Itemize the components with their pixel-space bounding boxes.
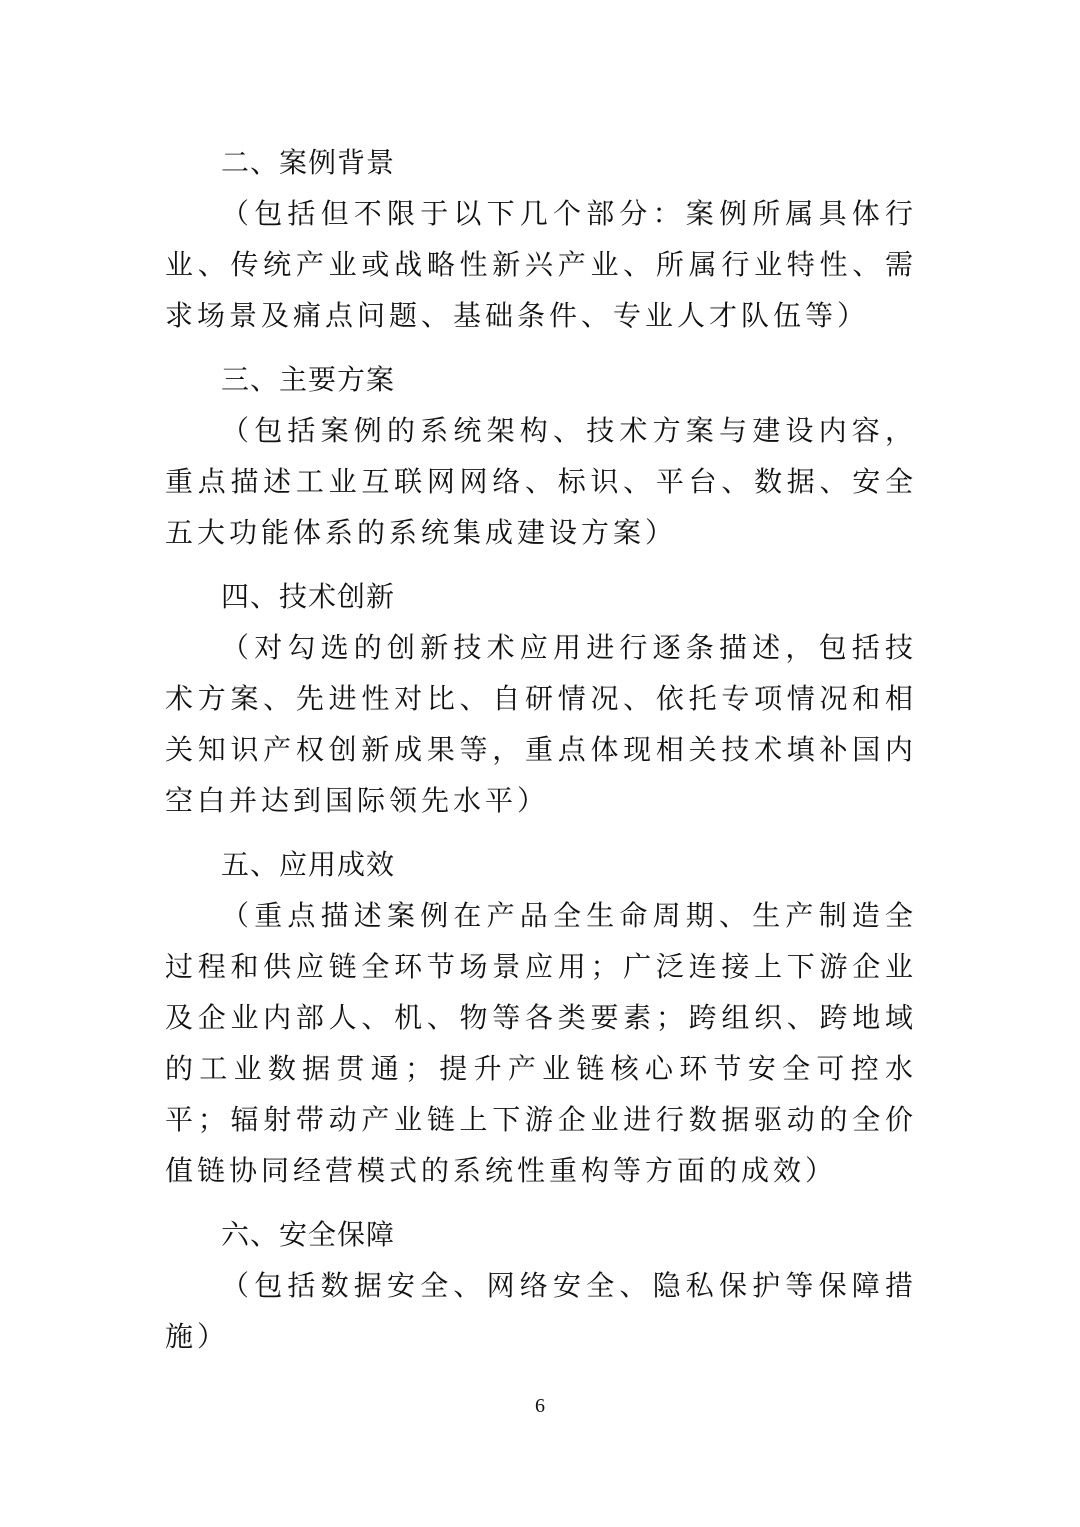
section-body: （包括案例的系统架构、技术方案与建设内容，重点描述工业互联网网络、标识、平台、数据、安全五大功能体系的系统集成建设方案） — [165, 414, 917, 549]
section-case-background — [165, 138, 917, 341]
section-heading: 五、应用成效 — [221, 848, 396, 881]
section-heading: 二、案例背景 — [221, 146, 396, 179]
section-heading: 四、技术创新 — [221, 580, 396, 613]
section-heading: 三、主要方案 — [221, 363, 396, 396]
page-number: 6 — [535, 1395, 545, 1417]
section-heading: 六、安全保障 — [221, 1218, 396, 1251]
section-body: （重点描述案例在产品全生命周期、生产制造全过程和供应链全环节场景应用；广泛连接上下游企业及企业内部人、机、物等各类要素；跨组织、跨地域的工业数据贯通；提升产业链核心环节安全可控水平；辐射带动产业链上下游企业进行数据驱动的全价值链协同经营模式的系统性重构等方面的成效） — [165, 899, 917, 1187]
section-security — [165, 1210, 917, 1362]
section-main-plan — [165, 355, 917, 558]
section-application-results — [165, 840, 917, 1196]
section-body: （包括但不限于以下几个部分：案例所属具体行业、传统产业或战略性新兴产业、所属行业特性、需求场景及痛点问题、基础条件、专业人才队伍等） — [165, 197, 917, 332]
section-body: （包括数据安全、网络安全、隐私保护等保障措施） — [165, 1269, 917, 1353]
section-tech-innovation — [165, 572, 917, 826]
section-body: （对勾选的创新技术应用进行逐条描述，包括技术方案、先进性对比、自研情况、依托专项情况和相关知识产权创新成果等，重点体现相关技术填补国内空白并达到国际领先水平） — [165, 631, 917, 817]
document-body — [165, 138, 917, 1376]
